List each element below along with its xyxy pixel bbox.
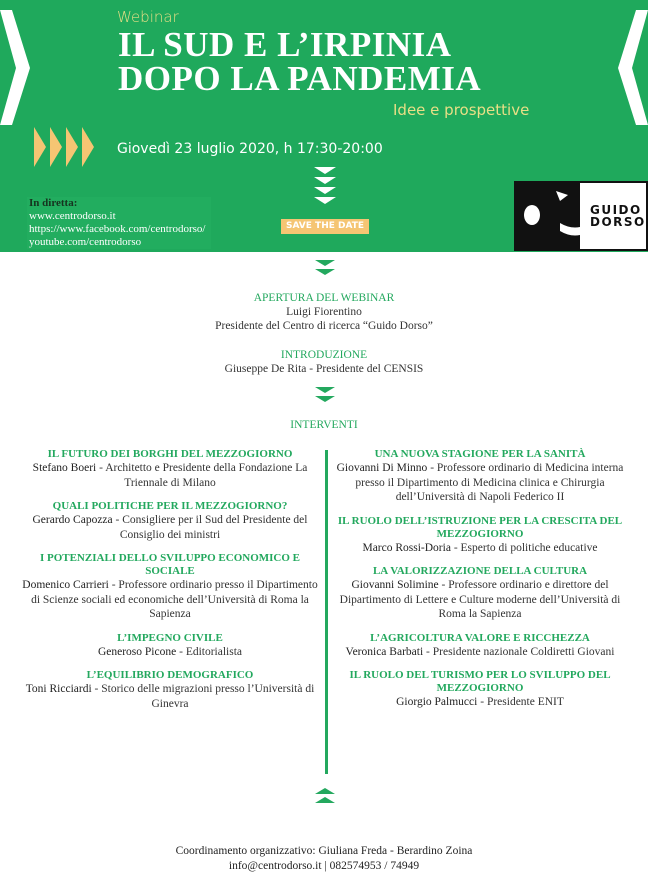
title-line: DOPO LA PANDEMIA: [118, 59, 482, 98]
speaker-name: Giovanni Di Minno: [336, 462, 428, 474]
separator: -: [423, 645, 433, 658]
speaker-role: Professore ordinario presso il Dipartimento di Scienze sociali ed economiche dell’Università di Roma la Sapienza: [31, 579, 318, 620]
talk-speaker-line: [20, 682, 320, 711]
talk-speaker-line: [334, 461, 626, 505]
talk-topic: IL RUOLO DELL’ISTRUZIONE PER LA CRESCITA DEL MEZZOGIORNO: [337, 514, 623, 540]
talk-speaker-line: [20, 513, 320, 542]
green-down-chevrons-icon: [315, 387, 335, 402]
talk-topic: L’IMPEGNO CIVILE: [117, 631, 223, 644]
speaker-name: Gerardo Capozza: [32, 514, 113, 526]
speaker-name: Marco Rossi-Doria: [362, 541, 451, 554]
live-label: In diretta:: [29, 197, 78, 209]
speaker-name: Toni Ricciardi: [25, 683, 92, 695]
opening-role: Presidente del Centro di ricerca “Guido Dorso”: [215, 320, 433, 332]
left-chevron-icon: [0, 0, 30, 130]
talk-topic: LA VALORIZZAZIONE DELLA CULTURA: [372, 565, 588, 577]
talk-topic: L’AGRICOLTURA VALORE E RICCHEZZA: [370, 631, 590, 644]
separator: -: [112, 514, 123, 526]
speaker-name: Domenico Carrieri: [22, 579, 109, 591]
separator: -: [176, 645, 186, 658]
link-facebook[interactable]: https://www.facebook.com/centrodorso/: [29, 223, 206, 235]
talk-speaker-line: [334, 541, 626, 556]
separator: -: [96, 462, 106, 474]
logo-text: GUIDO: [590, 203, 642, 217]
intro-text: Giuseppe De Rita - Presidente del CENSIS: [224, 363, 424, 375]
talk-topic: QUALI POLITICHE PER IL MEZZOGIORNO?: [52, 500, 288, 512]
speaker-role: Presidente nazionale Coldiretti Giovani: [432, 645, 615, 658]
speaker-name: Generoso Picone: [97, 645, 177, 658]
separator: -: [477, 696, 487, 708]
left-column: [20, 448, 320, 711]
subtitle: Idee e prospettive: [393, 101, 530, 119]
title-line: IL SUD E L’IRPINIA: [118, 25, 452, 64]
opening-title: APERTURA DEL WEBINAR: [253, 292, 395, 304]
event-date: Giovedì 23 luglio 2020, h 17:30-20:00: [117, 141, 383, 157]
right-column: [334, 448, 626, 710]
speaker-role: Professore ordinario e direttore del Dipartimento di Lettere e Culture moderne dell’Università di Roma la Sapienza: [339, 579, 621, 620]
arrows-icon: [34, 127, 94, 167]
separator: -: [450, 541, 461, 554]
talk-topic: I POTENZIALI DELLO SVILUPPO ECONOMICO E SOCIALE: [39, 552, 301, 577]
talk-speaker-line: [20, 578, 320, 622]
talk-speaker-line: [334, 578, 626, 622]
intro-title: INTRODUZIONE: [280, 349, 368, 361]
speaker-role: Esperto di politiche educative: [460, 541, 598, 554]
talk-topic: IL FUTURO DEI BORGHI DEL MEZZOGIORNO: [47, 448, 293, 460]
down-chevrons-icon: [314, 167, 336, 204]
separator: -: [427, 462, 437, 474]
talks-title: INTERVENTI: [290, 419, 358, 431]
separator: -: [91, 683, 102, 695]
portrait-icon: [516, 183, 580, 249]
speaker-name: Veronica Barbati: [345, 645, 424, 658]
live-links: [27, 197, 211, 249]
footer-contact: info@centrodorso.it | 082574953 / 74949: [228, 860, 420, 872]
speaker-name: Stefano Boeri: [32, 462, 97, 474]
speaker-role: Presidente ENIT: [486, 696, 564, 708]
speaker-role: Architetto e Presidente della Fondazione La Triennale di Milano: [105, 462, 308, 489]
green-up-chevrons-icon: [315, 788, 335, 803]
opening-speaker: Luigi Fiorentino: [286, 306, 362, 318]
separator: -: [108, 579, 119, 591]
speaker-role: Consigliere per il Sud del Presidente del Consiglio dei ministri: [119, 514, 308, 541]
page-title: [118, 25, 482, 98]
talk-speaker-line: [20, 645, 320, 660]
save-the-date-badge: SAVE THE DATE: [281, 219, 369, 234]
talk-topic: UNA NUOVA STAGIONE PER LA SANITÀ: [374, 448, 586, 460]
header-banner: [0, 0, 648, 252]
speaker-role: Professore ordinario di Medicina interna presso il Dipartimento di Medicina clinica e Chirurgia dell’Università di Napoli Federico II: [355, 462, 624, 503]
speaker-name: Giovanni Solimine: [351, 579, 439, 591]
speaker-name: Giorgio Palmucci: [396, 696, 478, 708]
footer-coordination: Coordinamento organizzativo: Giuliana Freda - Berardino Zoina: [175, 845, 473, 857]
speaker-role: Storico delle migrazioni presso l’Università di Ginevra: [101, 683, 315, 710]
kicker: Webinar: [117, 8, 179, 26]
right-chevron-icon: [618, 0, 648, 130]
green-down-chevrons-icon: [315, 260, 335, 275]
speaker-role: Editorialista: [185, 645, 243, 658]
separator: -: [438, 579, 449, 591]
link-website[interactable]: www.centrodorso.it: [29, 210, 116, 222]
talk-speaker-line: [20, 461, 320, 490]
talk-topic: IL RUOLO DEL TURISMO PER LO SVILUPPO DEL MEZZOGIORNO: [349, 669, 611, 694]
guido-dorso-logo: [514, 181, 648, 251]
logo-text: DORSO: [590, 215, 646, 229]
talk-speaker-line: [334, 645, 626, 660]
link-youtube[interactable]: youtube.com/centrodorso: [29, 236, 142, 248]
talk-speaker-line: [334, 695, 626, 710]
talk-topic: L’EQUILIBRIO DEMOGRAFICO: [86, 669, 254, 681]
column-divider: [325, 450, 328, 774]
